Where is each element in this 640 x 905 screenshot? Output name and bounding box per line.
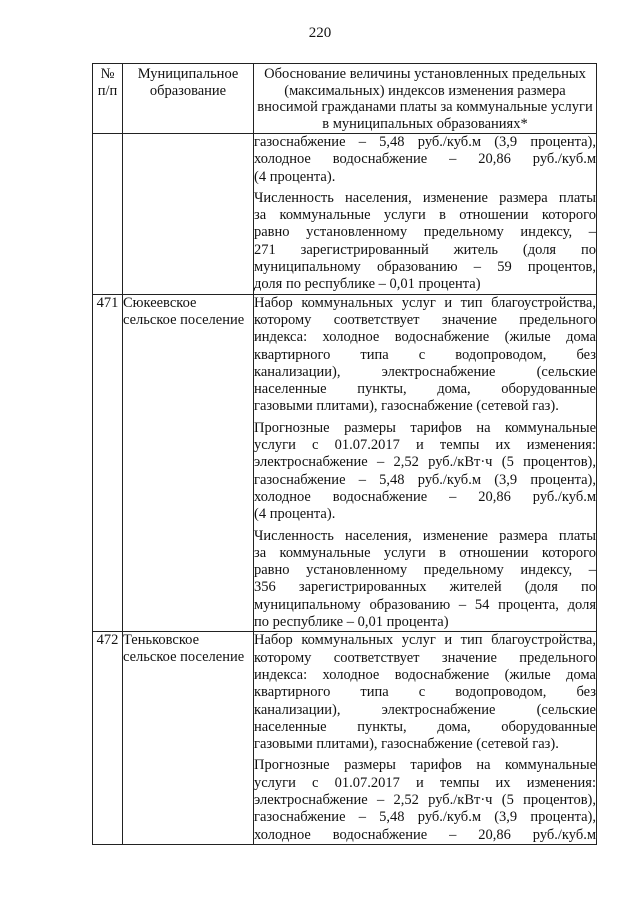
- services-paragraph: Набор коммунальных услуг и тип благоустройства, которому соответствует значение предельного индекса: холодное водоснабжение (жилые дома квартирного типа с водопроводом, без канализации), электроснабжение (сельские населенные пункты, дома, оборудованные газовыми плитами), газоснабжение (сетевой газ).: [254, 632, 596, 753]
- table-header-row: [93, 64, 597, 134]
- header-municipality: Муниципальное образование: [123, 64, 254, 134]
- continuation-municipality-cell: [123, 134, 254, 295]
- municipality-name: Теньковское сельское поселение: [123, 632, 254, 845]
- table-row: [93, 294, 597, 632]
- table-row: [93, 632, 597, 845]
- header-justification: Обоснование величины установленных предельных (максимальных) индексов изменения размера вносимой гражданами платы за коммунальные услуги в муниципальных образованиях*: [254, 64, 597, 134]
- table-row-continuation: [93, 134, 597, 295]
- tariff-index-table: [92, 63, 597, 845]
- tariffs-paragraph: Прогнозные размеры тарифов на коммунальные услуги с 01.07.2017 и темпы их изменения: электроснабжение – 2,52 руб./кВт·ч (5 процентов), газоснабжение – 5,48 руб./куб.м (3,9 процента), холодное водоснабжение – 20,86 руб./куб.м (4 процента).: [254, 419, 596, 523]
- justification-cell: [254, 632, 597, 845]
- justification-cell: [254, 294, 597, 632]
- continuation-population-paragraph: Численность населения, изменение размера платы за коммунальные услуги в отношении которого равно установленному предельному индексу, – 271 зарегистрированный житель (доля по муниципальному образованию – 59 процентов, доля по республике – 0,01 процента): [254, 189, 596, 293]
- continuation-number-cell: [93, 134, 123, 295]
- page-number: 220: [308, 25, 332, 41]
- municipality-name: Сюкеевское сельское поселение: [123, 294, 254, 632]
- tariffs-paragraph: Прогнозные размеры тарифов на коммунальные услуги с 01.07.2017 и темпы их изменения: электроснабжение – 2,52 руб./кВт·ч (5 процентов), газоснабжение – 5,48 руб./куб.м (3,9 процента), холодное водоснабжение – 20,86 руб./куб.м: [254, 757, 596, 843]
- row-number: 472: [93, 632, 123, 845]
- population-paragraph: Численность населения, изменение размера платы за коммунальные услуги в отношении которого равно установленному предельному индексу, – 356 зарегистрированных жителей (доля по муниципальному образованию – 54 процента, доля по республике – 0,01 процента): [254, 527, 596, 631]
- row-number: 471: [93, 294, 123, 632]
- continuation-paragraph: газоснабжение – 5,48 руб./куб.м (3,9 процента), холодное водоснабжение – 20,86 руб./куб.м (4 процента).: [254, 134, 596, 185]
- services-paragraph: Набор коммунальных услуг и тип благоустройства, которому соответствует значение предельного индекса: холодное водоснабжение (жилые дома квартирного типа с водопроводом, без канализации), электроснабжение (сельские населенные пункты, дома, оборудованные газовыми плитами), газоснабжение (сетевой газ).: [254, 294, 596, 415]
- continuation-text-cell: [254, 134, 597, 295]
- header-number: № п/п: [93, 64, 123, 134]
